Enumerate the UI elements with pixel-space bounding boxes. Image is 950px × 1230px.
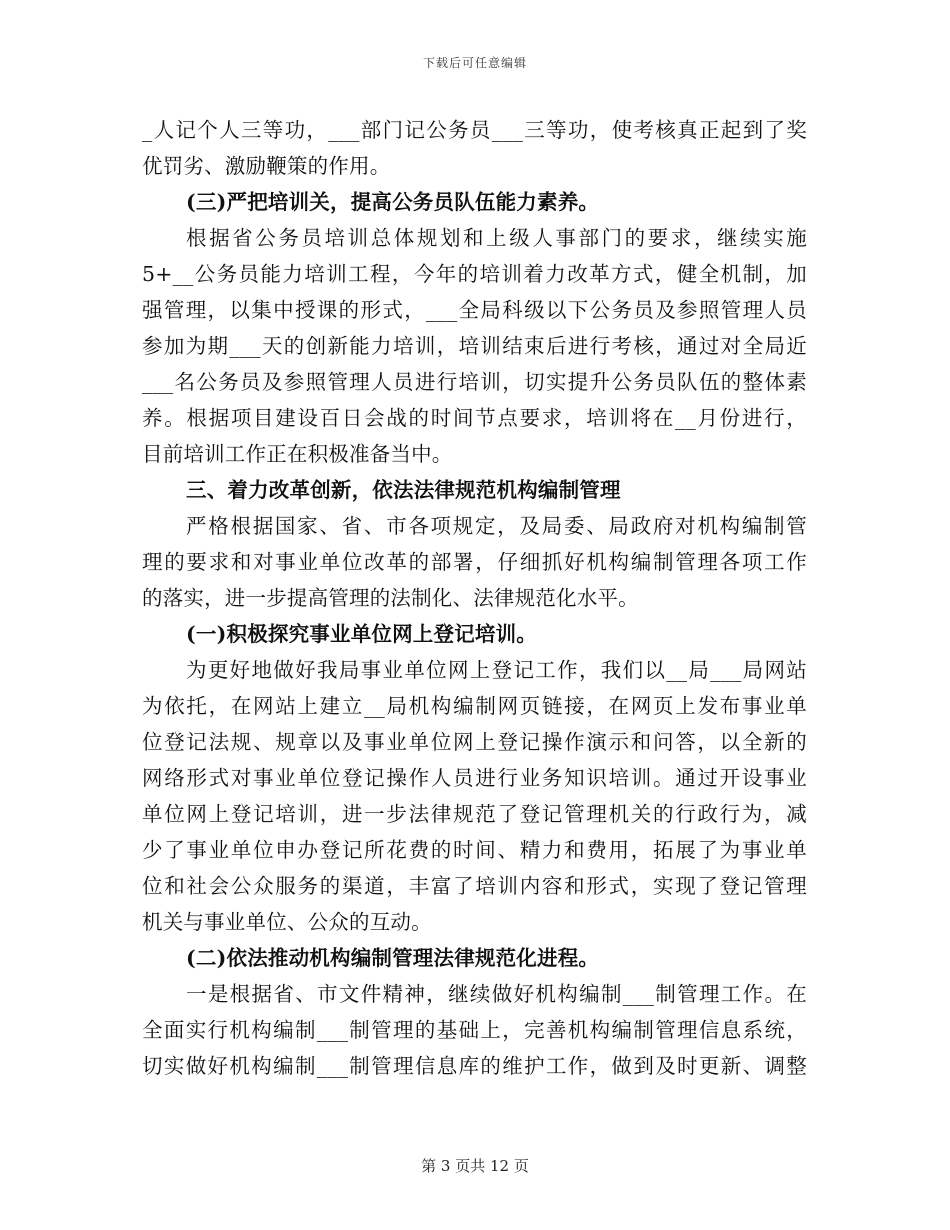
paragraph-line: 全面实行机构编制___制管理的基础上，完善机构编制管理信息系统， (142, 1018, 807, 1042)
paragraph-line: 切实做好机构编制___制管理信息库的维护工作，做到及时更新、调整 (142, 1054, 807, 1078)
paragraph-line: 为更好地做好我局事业单位网上登记工作，我们以__局___局网站 (186, 658, 807, 682)
paragraph-line: 的落实，进一步提高管理的法制化、法律规范化水平。 (142, 586, 639, 610)
paragraph-line: 目前培训工作正在积极准备当中。 (142, 442, 453, 466)
paragraph-line: ___名公务员及参照管理人员进行培训，切实提升公务员队伍的整体素 (142, 370, 807, 394)
page-number-footer: 第 3 页共 12 页 (421, 1157, 529, 1175)
paragraph-line: 位登记法规、规章以及事业单位网上登记操作演示和问答，以全新的 (142, 730, 807, 754)
paragraph-line: 少了事业单位申办登记所花费的时间、精力和费用，拓展了为事业单 (142, 838, 807, 862)
document-body (142, 112, 807, 1084)
paragraph-line: 机关与事业单位、公众的互动。 (142, 910, 432, 934)
paragraph-line: 优罚劣、激励鞭策的作用。 (142, 154, 391, 178)
paragraph-line: 参加为期___天的创新能力培训，培训结束后进行考核，通过对全局近 (142, 334, 807, 358)
paragraph-line: 强管理，以集中授课的形式，___全局科级以下公务员及参照管理人员 (142, 298, 807, 322)
paragraph-line: _人记个人三等功，___部门记公务员___三等功，使考核真正起到了奖 (142, 118, 807, 142)
section-heading: (二)依法推动机构编制管理法律规范化进程。 (186, 946, 600, 970)
section-heading: (一)积极探究事业单位网上登记培训。 (186, 622, 537, 646)
paragraph-line: 养。根据项目建设百日会战的时间节点要求，培训将在__月份进行， (142, 406, 807, 430)
paragraph-line: 严格根据国家、省、市各项规定，及局委、局政府对机构编制管 (186, 514, 807, 538)
section-heading: (三)严把培训关，提高公务员队伍能力素养。 (186, 190, 600, 214)
section-heading: 三、着力改革创新，依法法律规范机构编制管理 (186, 478, 621, 502)
paragraph-line: 网络形式对事业单位登记操作人员进行业务知识培训。通过开设事业 (142, 766, 807, 790)
paragraph-line: 位和社会公众服务的渠道，丰富了培训内容和形式，实现了登记管理 (142, 874, 807, 898)
paragraph-line: 理的要求和对事业单位改革的部署，仔细抓好机构编制管理各项工作 (142, 550, 807, 574)
paragraph-line: 单位网上登记培训，进一步法律规范了登记管理机关的行政行为，减 (142, 802, 807, 826)
paragraph-line: 一是根据省、市文件精神，继续做好机构编制___制管理工作。在 (186, 982, 807, 1006)
paragraph-line: 为依托，在网站上建立__局机构编制网页链接，在网页上发布事业单 (142, 694, 807, 718)
paragraph-line: 5+__公务员能力培训工程，今年的培训着力改革方式，健全机制，加 (142, 262, 807, 286)
paragraph-line: 根据省公务员培训总体规划和上级人事部门的要求，继续实施 (186, 226, 807, 250)
page-header: 下载后可任意编辑 (422, 56, 527, 70)
